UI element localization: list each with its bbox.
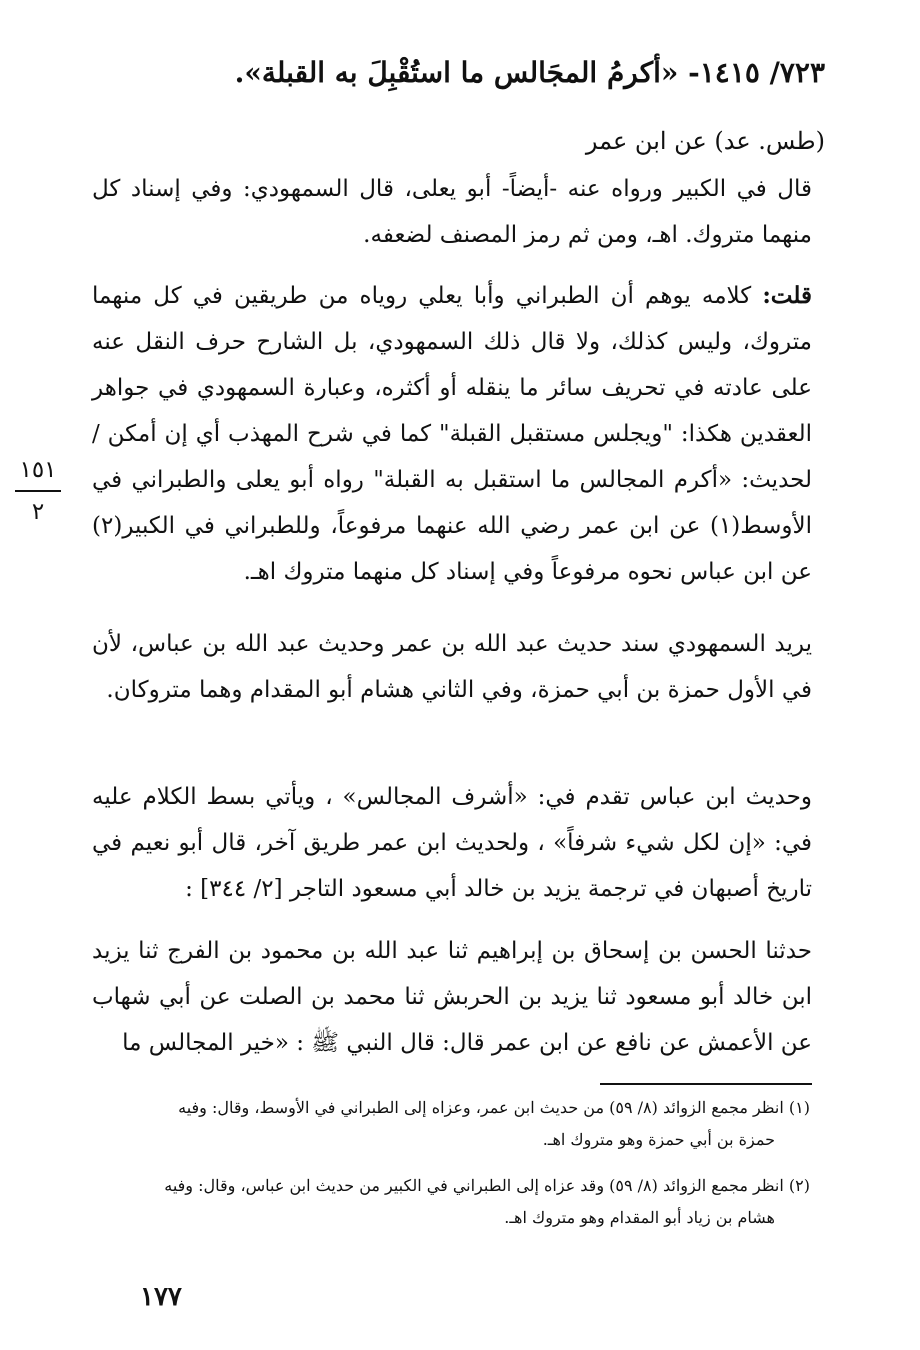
folio-divider [15, 490, 61, 492]
commentary-paragraph-3: يريد السمهودي سند حديث عبد الله بن عمر وحديث عبد الله بن عباس، لأن في الأول حمزة بن أبي حمزة، وفي الثاني هشام أبو المقدام وهما متروكان. [92, 631, 812, 703]
folio-number: ١٥١ [19, 457, 57, 483]
qult-label: قلت: [762, 282, 812, 309]
footnote-1-line-2: حمزة بن أبي حمزة وهو متروك اهـ. [542, 1130, 775, 1149]
footnote-1 [90, 1092, 810, 1156]
footnote-2-line-2: هشام بن زياد أبو المقدام وهو متروك اهـ. [504, 1208, 775, 1227]
qult-text: كلامه يوهم أن الطبراني وأبا يعلي روياه من طريقين في كل منهما متروك، وليس كذلك، ولا قال ذلك السمهودي، بل الشارح حرف النقل عنه على عادته في تحريف سائر ما ينقله أو أكثره، وعبارة السمهودي في جواهر العقدين هكذا: "ويجلس مستقبل القبلة" كما في شرح المهذب أي إن أمكن / لحديث: «أكرم المجالس ما استقبل به القبلة" رواه أبو يعلى والطبراني في الأوسط(١) عن ابن عمر رضي الله عنهما مرفوعاً، وللطبراني في الكبير(٢) عن ابن عباس نحوه مرفوعاً وفي إسناد كل منهما متروك اهـ. [92, 283, 812, 585]
commentary-paragraph-4: وحديث ابن عباس تقدم في: «أشرف المجالس» ، ويأتي بسط الكلام عليه في: «إن لكل شيء شرفاً» ، ولحديث ابن عمر طريق آخر، قال أبو نعيم في تاريخ أصبهان في ترجمة يزيد بن خالد أبي مسعود التاجر [٢/ ٣٤٤] : [92, 784, 812, 902]
manuscript-folio-marker [12, 452, 64, 530]
footnote-separator [600, 1083, 812, 1085]
footnote-2-line-1: (٢) انظر مجمع الزوائد (٨/ ٥٩) وقد عزاه إلى الطبراني في الكبير من حديث ابن عباس، وقال: وفيه [164, 1176, 810, 1195]
footnote-1-line-1: (١) انظر مجمع الزوائد (٨/ ٥٩) من حديث ابن عمر، وعزاه إلى الطبراني في الأوسط، وقال: وفيه [178, 1098, 810, 1117]
page-number: ١٧٧ [140, 1282, 182, 1312]
hadith-source: (طس. عد) عن ابن عمر [585, 127, 825, 155]
folio-side: ٢ [31, 499, 45, 525]
commentary-paragraph-1: قال في الكبير ورواه عنه -أيضاً- أبو يعلى، قال السمهودي: وفي إسناد كل منهما متروك. اهـ، ومن ثم رمز المصنف لضعفه. [92, 176, 812, 248]
footnote-2 [90, 1170, 810, 1234]
hadith-heading: ٧٢٣/ ١٤١٥- «أكرمُ المجَالس ما استُقْبِلَ به القبلة». [234, 56, 825, 89]
isnad-paragraph: حدثنا الحسن بن إسحاق بن إبراهيم ثنا عبد الله بن محمود بن الفرج ثنا يزيد ابن خالد أبو مسعود ثنا يزيد بن الحربش ثنا محمد بن الصلت عن أبي شهاب عن الأعمش عن نافع عن ابن عمر قال: قال النبي ﷺ : «خير المجالس ما [92, 938, 812, 1056]
qult-paragraph [92, 273, 812, 595]
